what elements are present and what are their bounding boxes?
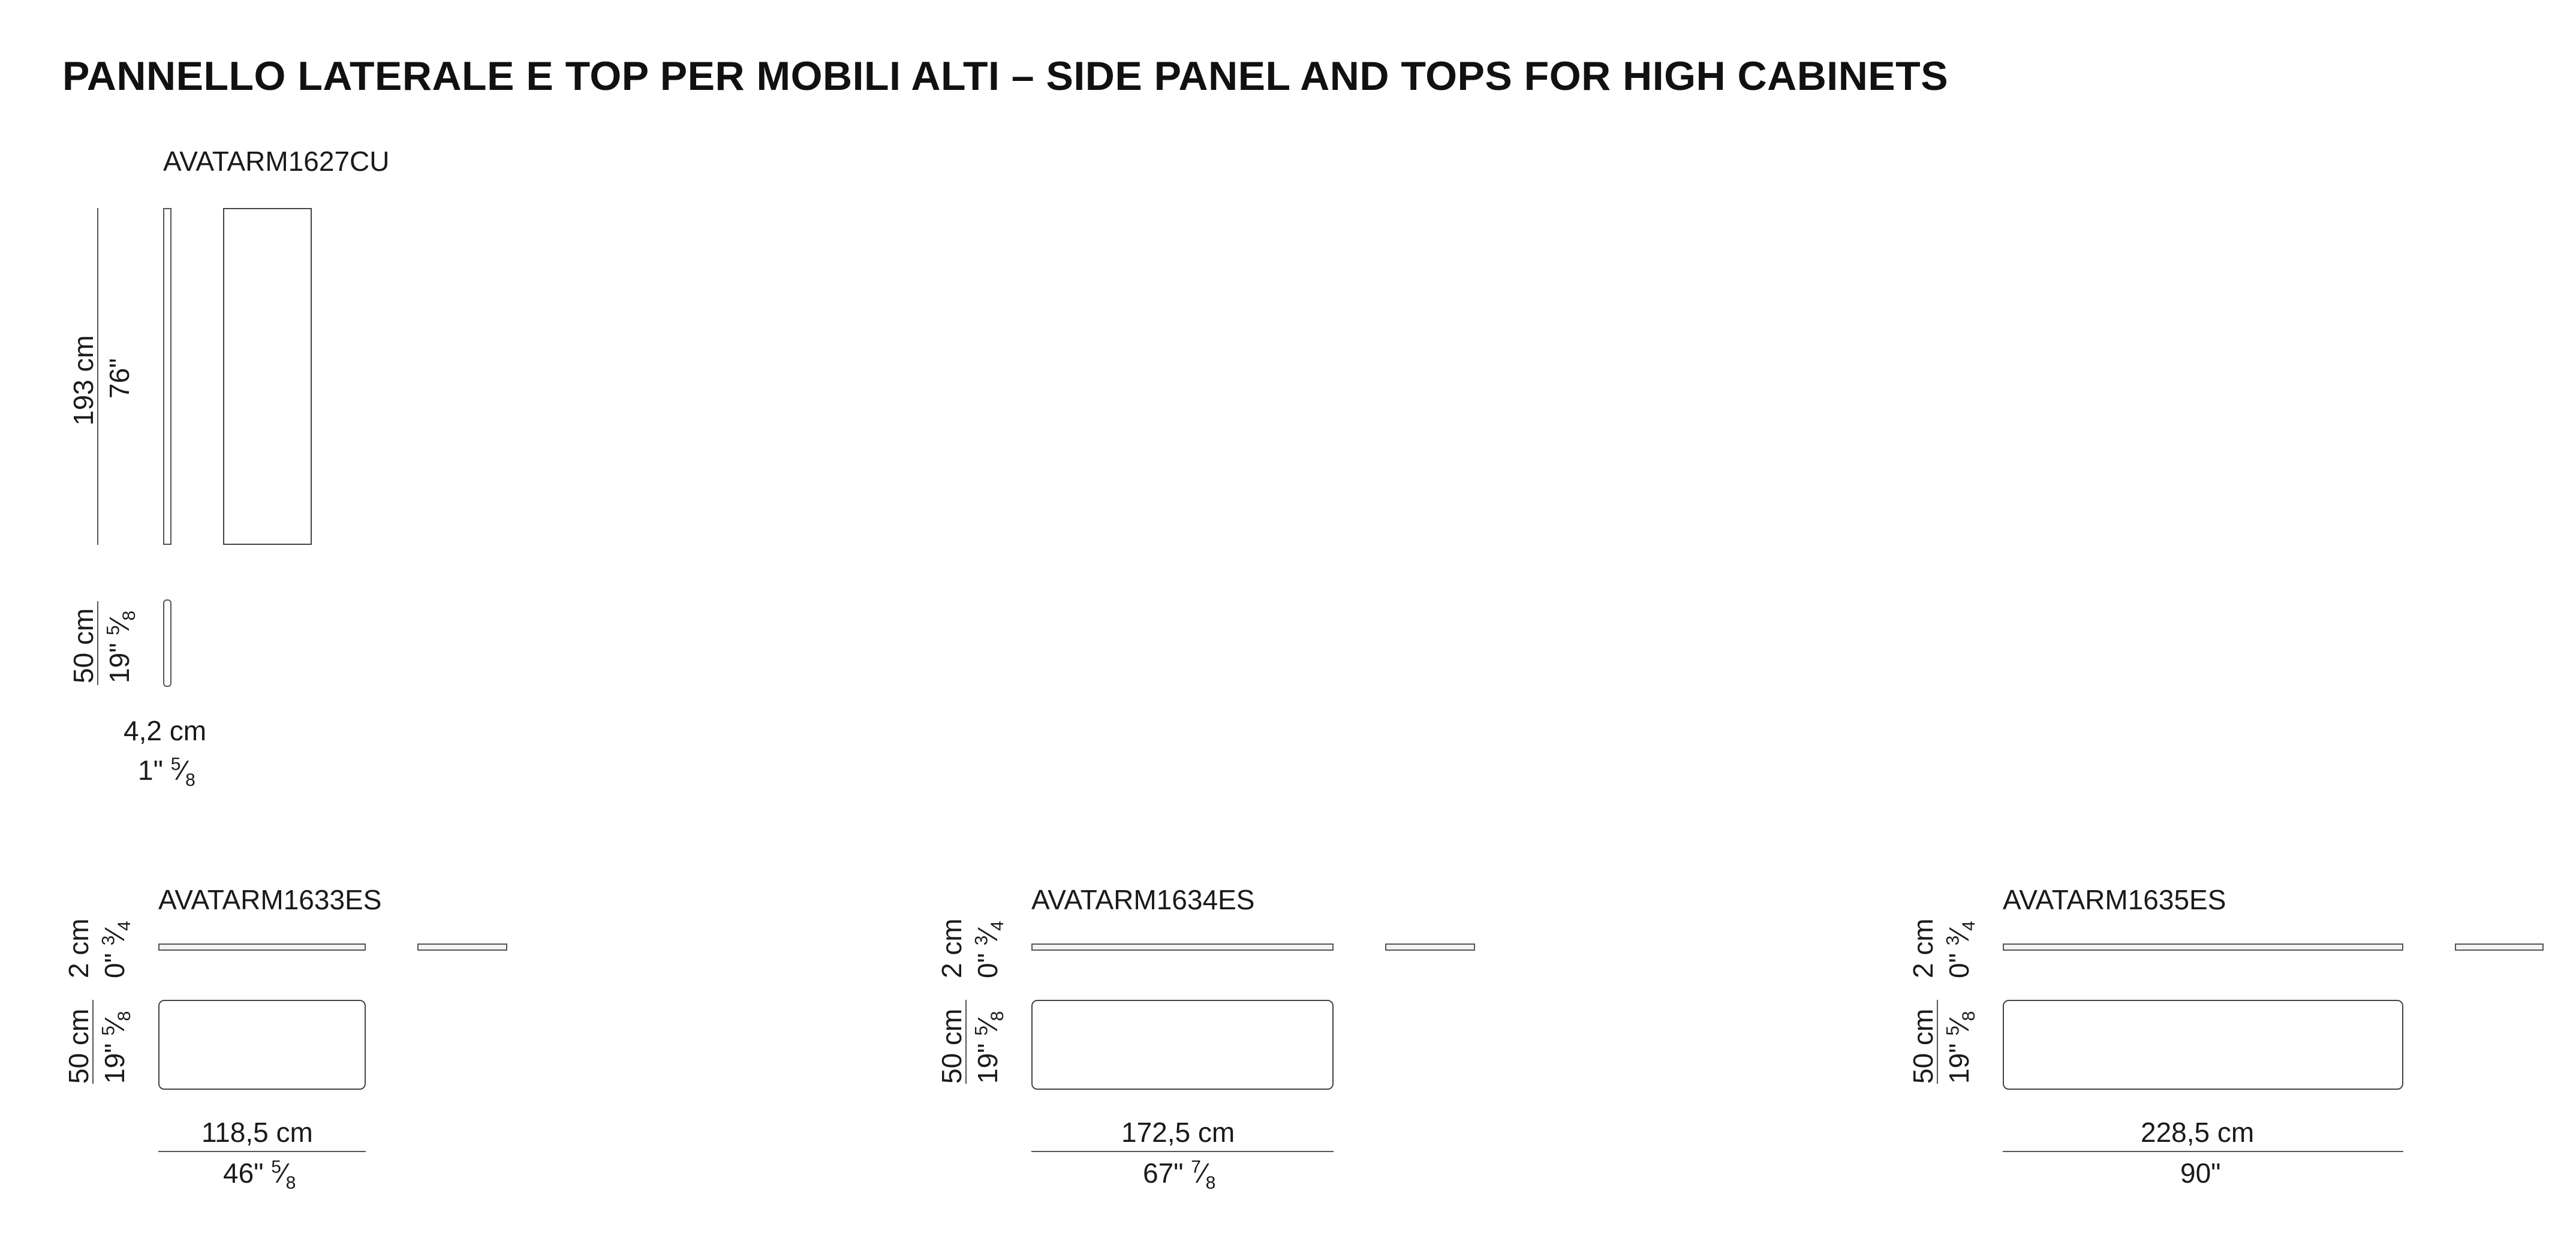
top-2-width-cm: 172,5 cm: [1121, 1117, 1235, 1148]
top-3-width-in: 90": [2180, 1157, 2221, 1189]
top-2-width-in: 67" $^7⁄_8$: [1143, 1157, 1216, 1193]
side-panel-edge-view: [163, 208, 171, 545]
top-2-width-dimension-line: [1031, 1151, 1334, 1152]
top-2-code: AVATARM1634ES: [1031, 884, 1255, 915]
top-3-width-cm: 228,5 cm: [2141, 1117, 2255, 1148]
page-title: PANNELLO LATERALE E TOP PER MOBILI ALTI – SIDE PANEL AND TOPS FOR HIGH CABINETS: [62, 53, 1949, 99]
top-2-depth-cm: 50 cm: [936, 1008, 967, 1084]
side-panel-height-in: 76": [104, 358, 135, 399]
top-3-edge-view: [2003, 943, 2403, 951]
top-2-depth-in: 19" $^5⁄_8$: [971, 1011, 1008, 1084]
top-2-plan-view: [1031, 1000, 1334, 1090]
side-panel-thickness-in: 1" $^5⁄_8$: [138, 754, 195, 791]
top-3-side-edge-view: [2455, 943, 2544, 951]
top-1-plan-view: [158, 1000, 366, 1090]
top-3-code: AVATARM1635ES: [2003, 884, 2226, 915]
top-1-width-in: 46" $^5⁄_8$: [223, 1157, 296, 1193]
side-panel-depth-cm: 50 cm: [68, 608, 99, 683]
top-3-thickness-cm: 2 cm: [1907, 918, 1939, 978]
top-3-plan-view: [2003, 1000, 2403, 1090]
side-panel-height-cm: 193 cm: [68, 335, 99, 426]
top-1-depth-in: 19" $^5⁄_8$: [98, 1011, 135, 1084]
top-3-depth-cm: 50 cm: [1907, 1008, 1939, 1084]
top-2-side-edge-view: [1385, 943, 1475, 951]
top-2-thickness-cm: 2 cm: [936, 918, 967, 978]
side-panel-code: AVATARM1627CU: [163, 146, 390, 177]
top-1-thickness-cm: 2 cm: [63, 918, 94, 978]
side-panel-thickness-cm: 4,2 cm: [124, 715, 207, 746]
top-1-thickness-in: 0" $^3⁄_4$: [98, 921, 135, 978]
side-panel-depth-in: 19" $^5⁄_8$: [103, 610, 140, 683]
top-1-width-dimension-line: [158, 1151, 366, 1152]
top-1-edge-view: [158, 943, 366, 951]
top-3-depth-in: 19" $^5⁄_8$: [1943, 1011, 1979, 1084]
top-2-thickness-in: 0" $^3⁄_4$: [971, 921, 1008, 978]
side-panel-front-view: [223, 208, 312, 545]
top-3-width-dimension-line: [2003, 1151, 2403, 1152]
top-2-edge-view: [1031, 943, 1334, 951]
top-1-depth-cm: 50 cm: [63, 1008, 94, 1084]
top-3-thickness-in: 0" $^3⁄_4$: [1943, 921, 1979, 978]
top-1-code: AVATARM1633ES: [158, 884, 382, 915]
side-panel-top-view: [163, 599, 171, 687]
top-1-width-cm: 118,5 cm: [201, 1117, 313, 1148]
top-1-side-edge-view: [417, 943, 507, 951]
